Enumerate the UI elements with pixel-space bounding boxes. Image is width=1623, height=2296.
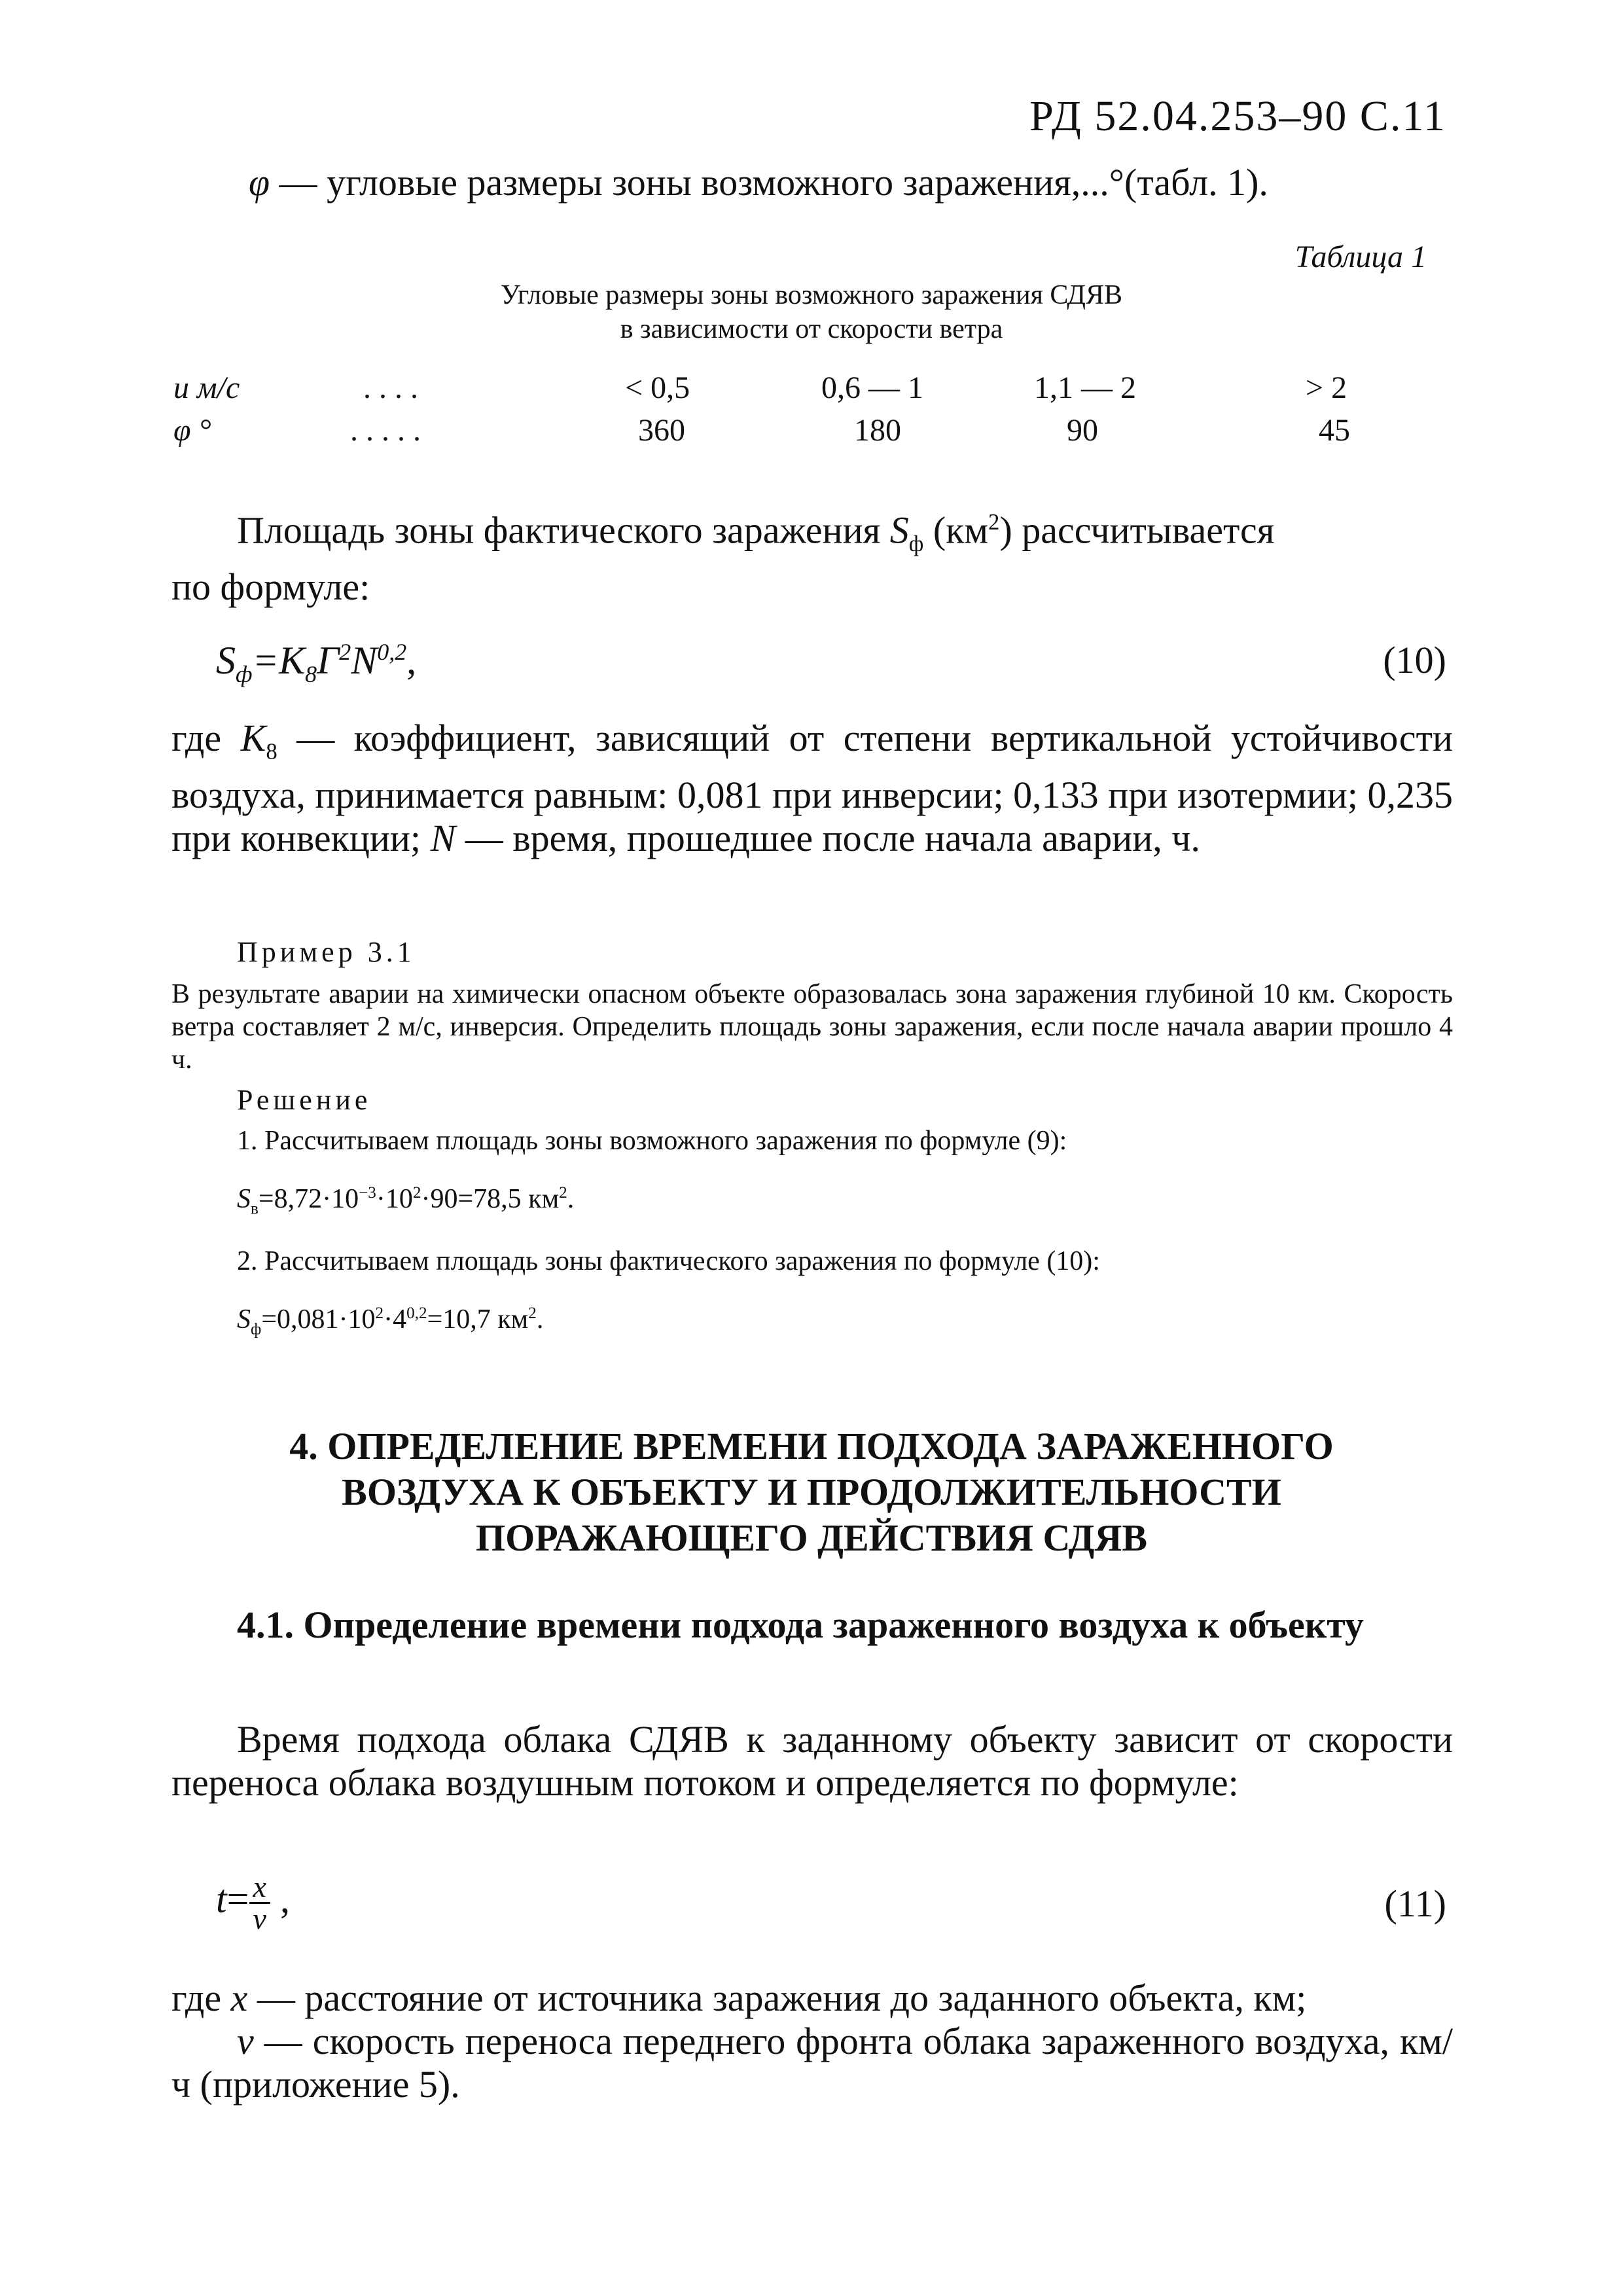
fraction-denominator: v [253,1902,266,1935]
table-cell: 180 [854,413,901,448]
table-number: Таблица 1 [1294,240,1427,274]
paragraph-text: — расстояние от источника заражения до заданного объекта, км; [247,1977,1307,2019]
formula-term: , [279,1877,290,1921]
calculation-2 [171,1297,1453,1346]
paragraph-text: Площадь зоны фактического заражения [237,509,881,552]
formula-sub: ф [236,661,253,687]
document-header-code: РД 52.04.253–90 С.11 [1029,92,1446,140]
unit-close: ) [999,509,1012,552]
phi-text: — угловые размеры зоны возможного заражения,...°(табл. 1). [270,161,1268,204]
table-caption-line1: Угловые размеры зоны возможного заражения СДЯВ [500,280,1122,310]
variable-v: v [237,2020,254,2062]
table-row-dots: . . . . . [350,413,421,448]
table-cell: 360 [638,413,685,448]
fraction-numerator: x [249,1872,270,1904]
paragraph-text: — коэффициент, зависящий от степени вертикальной устойчивости воздуха, принимается равным: 0,081 при инверсии; 0,133 при изотермии; 0,235 при конвекции; [171,717,1453,859]
table-cell: 45 [1319,413,1350,448]
calc-term: =8,72·10 [258,1184,359,1214]
variable-k: K [240,717,266,759]
table-row-label: φ ° [173,413,211,448]
formula-term: = [226,1877,249,1921]
calc-term: =0,081·10 [261,1304,376,1335]
calc-term: ·90=78,5 км [421,1184,560,1214]
section-title-line: ВОЗДУХА К ОБЪЕКТУ И ПРОДОЛЖИТЕЛЬНОСТИ [342,1471,1281,1513]
example-block [171,936,1453,1346]
formula-sub: 8 [305,661,317,687]
calc-sup: −3 [359,1184,376,1202]
paragraph-text: — скорость переноса переднего фронта облака зараженного воздуха, км/ч (приложение 5). [171,2020,1453,2106]
table-row-dots: . . . . [363,370,418,405]
calculation-1 [171,1177,1453,1225]
calc-term: =10,7 км [427,1304,529,1335]
formula-sup: 0,2 [377,639,407,665]
paragraph-approach-time [171,1718,1453,1804]
fraction [249,1872,270,1934]
formula-term: =K [252,639,306,682]
formula-term: N [351,639,378,682]
formula-10 [216,638,416,688]
paragraph-where-x [171,1977,1453,2106]
example-text: В результате аварии на химически опасном объекте образовалась зона заражения глубиной 10 км. Скорость ветра составляет 2 м/с, инверсия. Определить площадь зоны заражения, если после начала аварии прошло 4 ч. [171,979,1453,1075]
phi-symbol: φ [249,161,270,204]
table-cell: 0,6 — 1 [821,370,923,405]
example-label: Пример 3.1 [237,936,416,968]
calc-term: . [567,1184,575,1214]
calc-sup: 2 [412,1184,421,1202]
formula-term: Г [317,639,340,682]
table-cell: 1,1 — 2 [1034,370,1136,405]
paragraph-text: Время подхода облака СДЯВ к заданному объекту зависит от скорости переноса облака воздушным потоком и определяется по формуле: [171,1718,1453,1804]
paragraph-text: где [171,717,222,759]
formula-term: t [216,1877,227,1921]
variable-s: S [889,509,909,552]
table-cell: 90 [1067,413,1098,448]
table-row-angle [173,412,1456,452]
table-row-label: u м/с [173,370,240,405]
variable-s-subscript: ф [908,530,924,556]
equation-number: (11) [1384,1882,1446,1925]
calc-sub: ф [251,1320,262,1338]
section-title-line: 4. ОПРЕДЕЛЕНИЕ ВРЕМЕНИ ПОДХОДА ЗАРАЖЕННОГО [289,1425,1334,1467]
variable-x: x [230,1977,248,2019]
paragraph-text: — время, прошедшее после начала аварии, ч. [455,816,1200,859]
variable-k-subscript: 8 [266,738,277,764]
formula-11 [216,1872,290,1934]
paragraph-text: по формуле: [171,565,370,608]
paragraph-text: рассчитывается [1022,509,1275,552]
paragraph-k8 [171,717,1453,860]
calc-term: S [237,1184,251,1214]
subsection-4-1-title: 4.1. Определение времени подхода зараженного воздуха к объекту [237,1604,1364,1646]
unit-text: (км [933,509,989,552]
paragraph-text: где [171,1977,222,2019]
table-row-speed [173,370,1456,409]
equation-number: (10) [1383,639,1446,681]
calc-term: S [237,1304,251,1335]
section-4-title [0,1424,1623,1561]
phi-definition [249,160,1268,204]
table-cell: < 0,5 [625,370,690,405]
calc-term: . [536,1304,544,1335]
calc-sup: 0,2 [406,1304,427,1323]
calc-sup: 2 [375,1304,384,1323]
calc-term: ·10 [376,1184,413,1214]
calc-sup: 2 [528,1304,537,1323]
solution-step-1: 1. Рассчитываем площадь зоны возможного заражения по формуле (9): [237,1126,1067,1156]
variable-n: N [430,816,456,859]
solution-step-2: 2. Рассчитываем площадь зоны фактического заражения по формуле (10): [237,1246,1100,1277]
paragraph-area-intro [171,501,1453,609]
formula-term: , [406,639,417,682]
solution-label: Решение [237,1084,372,1116]
table-cell: > 2 [1306,370,1347,405]
section-title-line: ПОРАЖАЮЩЕГО ДЕЙСТВИЯ СДЯВ [475,1516,1148,1559]
formula-term: S [216,639,236,682]
calc-sub: в [251,1200,259,1218]
formula-sup: 2 [339,639,351,665]
unit-sup: 2 [988,509,1000,535]
table-caption-line2: в зависимости от скорости ветра [620,314,1003,344]
calc-sup: 2 [559,1184,567,1202]
table-caption [0,278,1623,346]
calc-term: ·4 [383,1304,407,1335]
